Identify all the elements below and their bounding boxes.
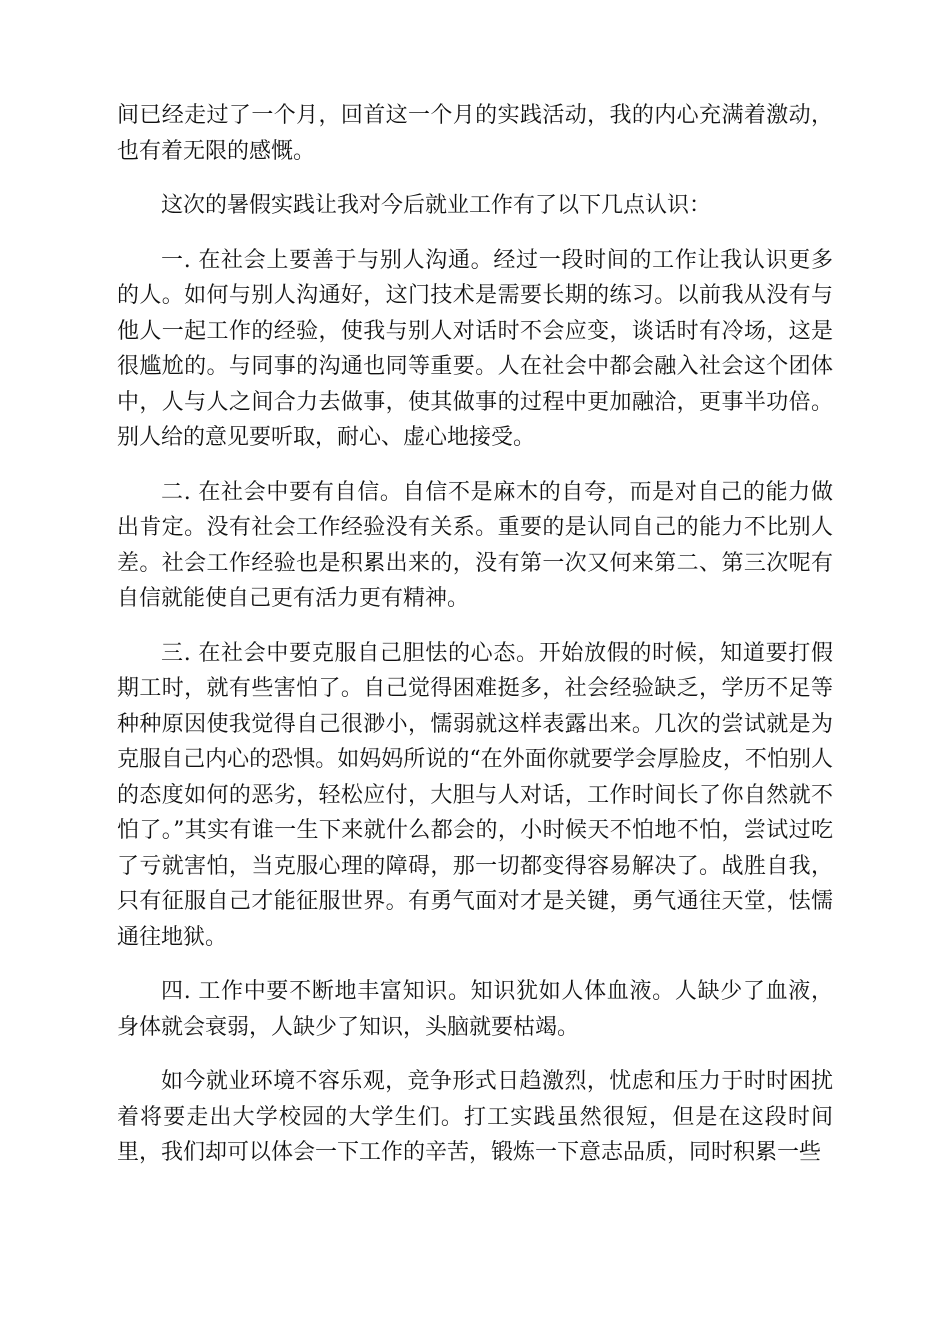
paragraph-intro: 这次的暑假实践让我对今后就业工作有了以下几点认识： xyxy=(161,193,712,218)
paragraph-conclusion: 如今就业环境不容乐观，竞争形式日趋激烈，忧虑和压力于时时困扰着将要走出大学校园的大学生们。打工实践虽然很短，但是在这段时间里，我们却可以体会一下工作的辛苦，锻炼一下意志品质，同时积累一些 xyxy=(117,1069,833,1165)
paragraph-point-4: 四. 工作中要不断地丰富知识。知识犹如人体血液。人缺少了血液，身体就会衰弱，人缺少了知识，头脑就要枯竭。 xyxy=(117,979,833,1040)
paragraph-point-2: 二. 在社会中要有自信。自信不是麻木的自夸，而是对自己的能力做出肯定。没有社会工作经验没有关系。重要的是认同自己的能力不比别人差。社会工作经验也是积累出来的，没有第一次又何来第二、第三次呢有自信就能使自己更有活力更有精神。 xyxy=(117,479,833,611)
paragraph-continuation: 间已经走过了一个月，回首这一个月的实践活动，我的内心充满着激动，也有着无限的感慨。 xyxy=(117,103,833,164)
paragraph-point-1: 一. 在社会上要善于与别人沟通。经过一段时间的工作让我认识更多的人。如何与别人沟通好，这门技术是需要长期的练习。以前我从没有与他人一起工作的经验，使我与别人对话时不会应变，谈话时有冷场，这是很尴尬的。与同事的沟通也同等重要。人在社会中都会融入社会这个团体中，人与人之间合力去做事，使其做事的过程中更加融洽，更事半功倍。别人给的意见要听取，耐心、虚心地接受。 xyxy=(117,247,833,450)
document-page xyxy=(117,98,833,1190)
paragraph-point-3: 三. 在社会中要克服自己胆怯的心态。开始放假的时候，知道要打假期工时，就有些害怕了。自己觉得困难挺多，社会经验缺乏，学历不足等种种原因使我觉得自己很渺小，懦弱就这样表露出来。几次的尝试就是为克服自己内心的恐惧。如妈妈所说的“在外面你就要学会厚脸皮，不怕别人的态度如何的恶劣，轻松应付，大胆与人对话，工作时间长了你自然就不怕了。”其实有谁一生下来就什么都会的，小时候天不怕地不怕，尝试过吃了亏就害怕，当克服心理的障碍，那一切都变得容易解决了。战胜自我，只有征服自己才能征服世界。有勇气面对才是关键，勇气通往天堂，怯懦通往地狱。 xyxy=(117,640,833,950)
